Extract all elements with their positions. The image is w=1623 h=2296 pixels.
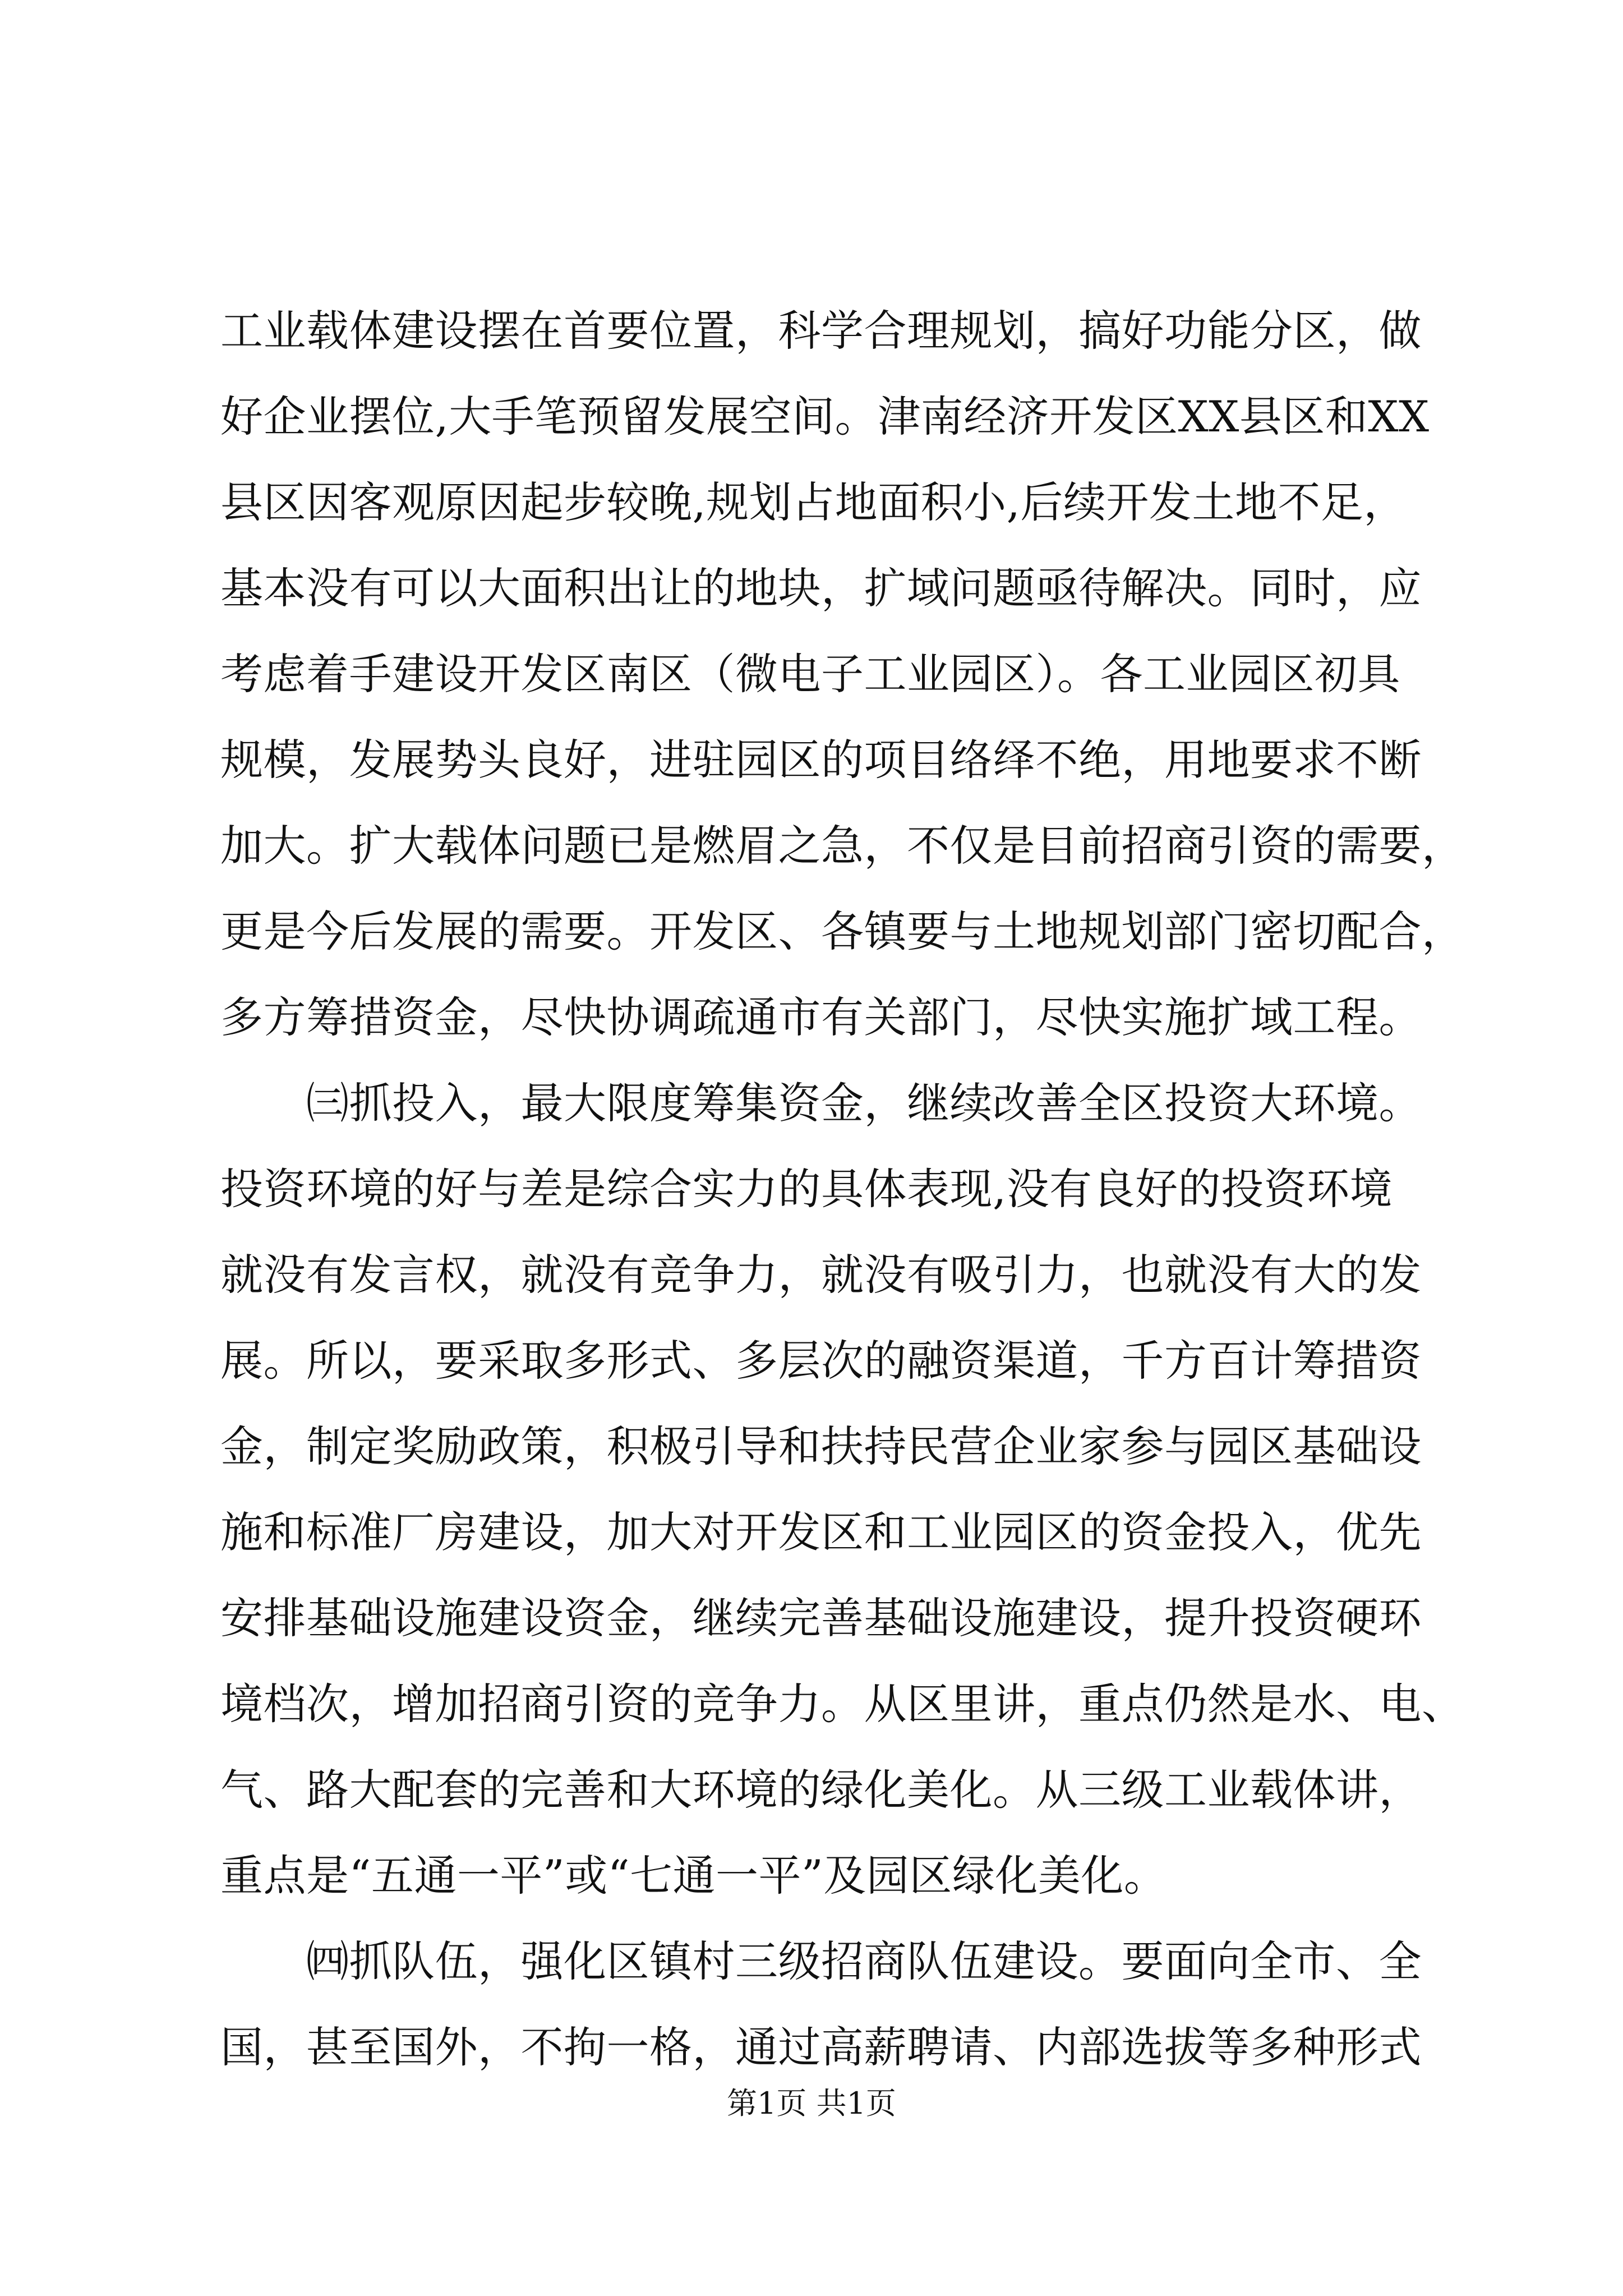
text-line: 好企业摆位,大手笔预留发展空间。津南经济开发区XX县区和XX (220, 392, 1430, 441)
text-line: 基本没有可以大面积出让的地块，扩域问题亟待解决。同时，应 (220, 563, 1422, 613)
text-line: 施和标准厂房建设，加大对开发区和工业园区的资金投入，优先 (220, 1507, 1422, 1557)
text-line: 工业载体建设摆在首要位置，科学合理规划，搞好功能分区，做 (220, 306, 1422, 356)
page-footer: 第1页 共1页 (727, 2086, 896, 2121)
text-line: 考虑着手建设开发区南区（微电子工业园区）。各工业园区初具 (220, 649, 1400, 699)
text-line: 投资环境的好与差是综合实力的具体表现,没有良好的投资环境 (220, 1164, 1393, 1214)
text-line: 金，制定奖励政策，积极引导和扶持民营企业家参与园区基础设 (220, 1421, 1422, 1471)
text-line: 重点是“五通一平”或“七通一平”及园区绿化美化。 (220, 1851, 1167, 1901)
text-line: 国，甚至国外，不拘一格，通过高薪聘请、内部选拔等多种形式 (220, 2022, 1422, 2072)
text-line: 加大。扩大载体问题已是燃眉之急，不仅是目前招商引资的需要， (220, 821, 1465, 871)
text-line: 就没有发言权，就没有竞争力，就没有吸引力，也就没有大的发 (220, 1250, 1422, 1300)
text-line: 境档次，增加招商引资的竞争力。从区里讲，重点仍然是水、电、 (220, 1679, 1465, 1729)
text-line: 更是今后发展的需要。开发区、各镇要与土地规划部门密切配合， (220, 907, 1465, 956)
text-line: 气、路大配套的完善和大环境的绿化美化。从三级工业载体讲， (220, 1765, 1422, 1815)
text-line: 县区因客观原因起步较晚,规划占地面积小,后续开发土地不足， (220, 477, 1407, 527)
text-line: 展。所以，要采取多形式、多层次的融资渠道，千方百计筹措资 (220, 1336, 1422, 1386)
section-heading-line: ㈣抓队伍，强化区镇村三级招商队伍建设。要面向全市、全 (220, 1936, 1422, 1986)
text-line: 多方筹措资金，尽快协调疏通市有关部门，尽快实施扩域工程。 (220, 992, 1422, 1042)
section-heading-line: ㈢抓投入，最大限度筹集资金，继续改善全区投资大环境。 (220, 1078, 1422, 1128)
text-line: 规模，发展势头良好，进驻园区的项目络绎不绝，用地要求不断 (220, 735, 1422, 785)
text-line: 安排基础设施建设资金，继续完善基础设施建设，提升投资硬环 (220, 1593, 1422, 1643)
